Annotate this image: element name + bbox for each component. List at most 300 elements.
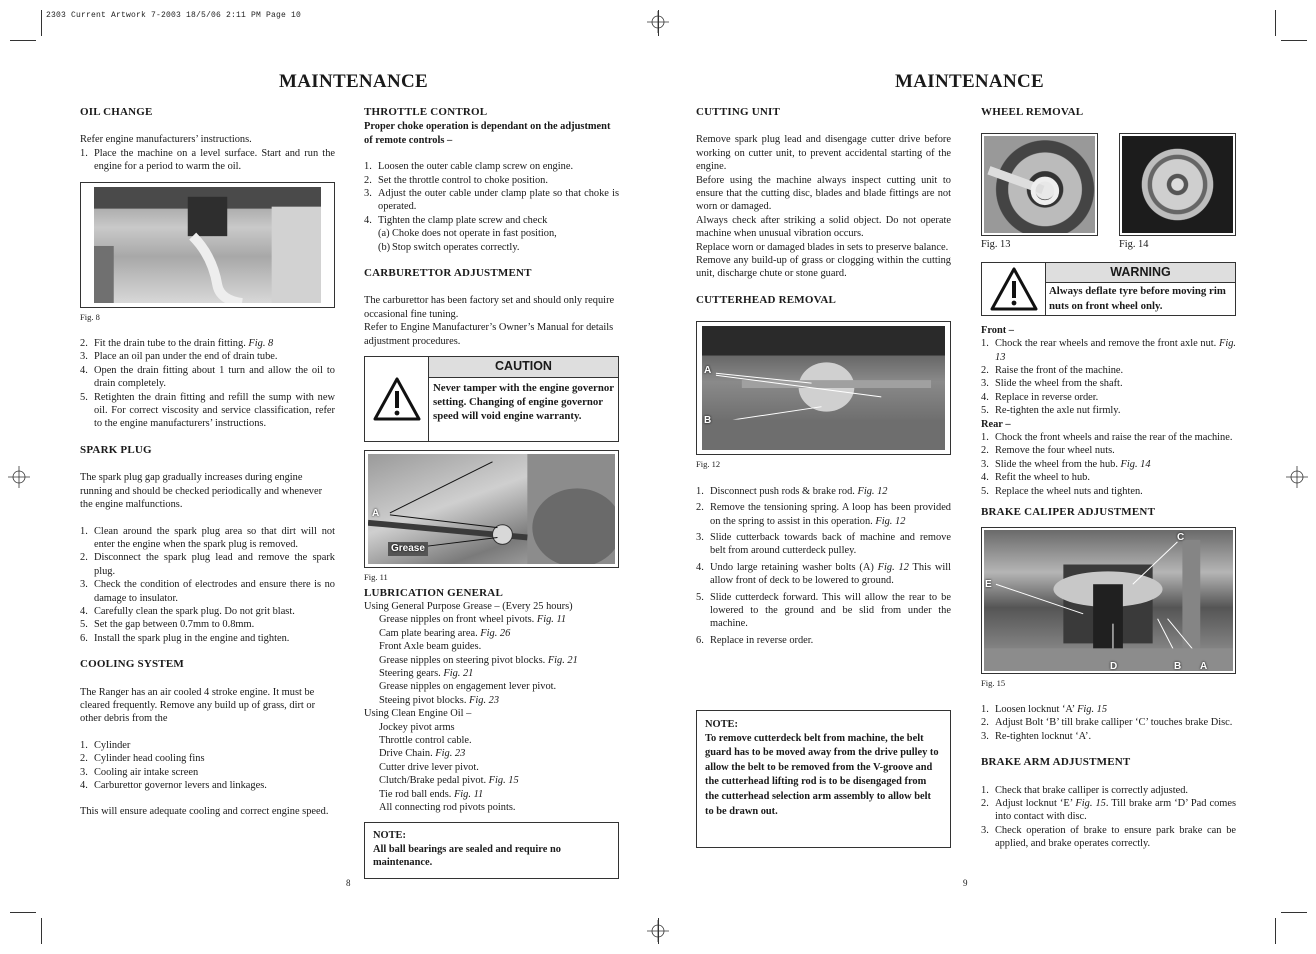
step-text-main: Stop switch operates correctly.	[392, 241, 520, 253]
brake-caliper-step	[981, 703, 1236, 716]
lubrication-oil-items	[364, 721, 619, 815]
step-text	[94, 632, 335, 645]
step-number: 5.	[80, 619, 88, 631]
figure-reference: Fig. 12	[857, 485, 888, 497]
cutting-unit-paragraph: Remove spark plug lead and disengage cutter drive before working on cutter unit, to prevent accidental starting of the engine.	[696, 134, 951, 173]
fig-15-label-b: B	[1174, 660, 1182, 671]
cutterhead-step	[696, 501, 951, 528]
lubrication-item-text: All connecting rod pivots points.	[379, 802, 516, 813]
cooling-step	[80, 766, 335, 779]
step-text-tail: This will allow front of deck to be lowered to ground.	[710, 561, 951, 587]
step-text-main: Adjust locknut ‘E’	[995, 797, 1076, 809]
step-text-main: Remove the tensioning spring. A loop has been provided on the spring to assist in this operation.	[710, 502, 951, 527]
fig-11-label-a: A	[372, 508, 380, 520]
step-text	[378, 214, 619, 227]
step-text-main: Remove the four wheel nuts.	[995, 445, 1115, 457]
registration-mark-bottom-icon	[647, 920, 669, 942]
step-text	[995, 471, 1236, 484]
rear-label: Rear –	[981, 418, 1011, 430]
lubrication-grease-items	[364, 613, 619, 707]
step-number: 3.	[981, 730, 989, 742]
cooling-step	[80, 752, 335, 765]
lubrication-item	[379, 694, 619, 707]
step-number: (b)	[378, 241, 391, 253]
lubrication-item-text: Front Axle beam guides.	[379, 641, 482, 653]
step-text	[710, 591, 951, 631]
left-note-box	[364, 822, 619, 879]
left-column-2	[364, 106, 619, 879]
fig-12-photo	[696, 321, 951, 455]
step-text	[710, 501, 951, 528]
step-number: 5.	[981, 405, 989, 417]
figure-reference: Fig. 21	[547, 654, 578, 666]
lubrication-item-text: Jockey pivot arms	[379, 721, 455, 733]
lubrication-item-text: Throttle control cable.	[379, 734, 472, 746]
cooling-system-intro: The Ranger has an air cooled 4 stroke engine. It must be cleared frequently. Remove any build up of grass, dirt or other debris from the	[80, 686, 316, 725]
step-text	[94, 618, 335, 631]
front-wheel-step	[981, 377, 1236, 390]
step-number: 2.	[80, 338, 88, 350]
throttle-substeps	[364, 227, 619, 254]
step-number: 2.	[364, 174, 372, 186]
figure-reference: Fig. 23	[435, 748, 466, 760]
step-text-main: Adjust Bolt ‘B’ till brake calliper ‘C’ touches brake Disc.	[995, 717, 1233, 729]
step-text-main: Adjust the outer cable under clamp plate so that choke is operated.	[378, 188, 619, 213]
step-text-main: Open the drain fitting about 1 turn and allow the oil to drain completely.	[94, 364, 335, 390]
lubrication-item	[379, 761, 619, 774]
step-number: 2.	[981, 445, 989, 457]
throttle-steps	[364, 160, 619, 227]
caution-text: Never tamper with the engine governor setting. Changing of engine governor speed will void engine warranty.	[433, 381, 614, 423]
registration-mark-right-icon	[1286, 466, 1308, 488]
warning-header: WARNING	[1046, 263, 1235, 283]
left-note-text: All ball bearings are sealed and require no maintenance.	[373, 843, 561, 869]
fig-15-photo	[981, 527, 1236, 674]
step-number: 1.	[80, 147, 88, 159]
cutterhead-step	[696, 634, 951, 647]
step-text	[995, 364, 1236, 377]
step-text-main: Loosen locknut ‘A’	[995, 703, 1078, 715]
figure-reference: Fig. 26	[480, 627, 511, 639]
cutting-unit-paragraph: Replace worn or damaged blades in sets to preserve balance.	[696, 241, 949, 253]
step-text	[94, 551, 335, 578]
step-text	[995, 337, 1236, 364]
cutting-unit-paragraph: Before using the machine always inspect cutting unit to ensure that the cutting disc, blades and blade fittings are not worn or damaged.	[696, 174, 951, 213]
lubrication-item-text: Steeing pivot blocks.	[379, 694, 470, 706]
step-text	[995, 824, 1236, 851]
wheel-removal-heading: WHEEL REMOVAL	[981, 106, 1084, 118]
step-text	[94, 779, 335, 792]
spark-plug-heading: SPARK PLUG	[80, 443, 152, 456]
rear-wheel-steps	[981, 431, 1236, 498]
step-text-main: Replace the wheel nuts and tighten.	[995, 485, 1143, 497]
caution-box	[364, 356, 619, 442]
step-text-main: Check that brake calliper is correctly adjusted.	[995, 784, 1189, 796]
brake-caliper-step	[981, 716, 1236, 729]
step-text-main: Disconnect push rods & brake rod.	[710, 485, 858, 497]
rear-wheel-step	[981, 471, 1236, 484]
step-text-main: Check the condition of electrodes and ensure there is no damage to insulator.	[94, 579, 335, 604]
figure-reference: Fig. 15	[1077, 703, 1108, 715]
throttle-step	[364, 187, 619, 214]
step-text-main: Cooling air intake screen	[94, 766, 199, 778]
right-note-box	[696, 710, 951, 848]
figure-reference: Fig. 15	[1075, 797, 1106, 809]
front-wheel-step	[981, 364, 1236, 377]
brake-arm-step	[981, 824, 1236, 851]
throttle-substep	[378, 241, 619, 254]
step-text	[995, 404, 1236, 417]
fig-14-photo	[1119, 133, 1236, 236]
front-wheel-step	[981, 391, 1236, 404]
step-text-main: Place the machine on a level surface. Start and run the engine for a period to warm the oil.	[94, 147, 335, 173]
lubrication-item-text: Steering gears.	[379, 667, 444, 679]
throttle-step	[364, 160, 619, 173]
step-number: 2.	[981, 365, 989, 377]
step-number: 3.	[80, 351, 88, 363]
left-note-label: NOTE:	[373, 830, 406, 842]
lubrication-item-text: Grease nipples on engagement lever pivot.	[379, 681, 557, 693]
fig-15-caption: Fig. 15	[981, 677, 1006, 688]
step-number: 4.	[981, 391, 989, 403]
fig-15-label-c: C	[1177, 531, 1185, 543]
lubrication-item	[379, 613, 619, 626]
fig-15-label-e: E	[985, 578, 992, 590]
step-text	[94, 364, 335, 391]
step-text	[710, 561, 951, 588]
throttle-heading: THROTTLE CONTROL	[364, 106, 488, 118]
lubrication-item	[379, 747, 619, 760]
cutterhead-step	[696, 591, 951, 631]
step-text-main: Raise the front of the machine.	[995, 365, 1124, 377]
lubrication-grease-intro: Using General Purpose Grease – (Every 25 hours)	[364, 600, 573, 612]
step-text-main: Fit the drain tube to the drain fitting.	[94, 338, 249, 350]
fig-12-label-b: B	[704, 415, 712, 427]
fig-15-label-d: D	[1110, 660, 1118, 671]
step-text	[392, 241, 619, 254]
oil-change-step	[80, 364, 335, 391]
spark-plug-step	[80, 632, 335, 645]
right-column-2	[981, 106, 1236, 851]
step-text	[378, 174, 619, 187]
oil-change-step	[80, 147, 335, 174]
rear-wheel-step	[981, 458, 1236, 471]
step-text	[94, 766, 335, 779]
step-text	[710, 531, 951, 558]
carburettor-p2: Refer to Engine Manufacturer’s Owner’s Manual for details adjustment procedures.	[364, 322, 614, 347]
cutterhead-steps	[696, 485, 951, 647]
step-number: 5.	[80, 391, 88, 403]
spark-plug-step	[80, 525, 335, 552]
step-number: 5.	[981, 485, 989, 497]
step-text	[392, 227, 619, 240]
print-slug: 2303 Current Artwork 7-2003 18/5/06 2:11 PM Page 10	[46, 11, 302, 20]
lubrication-heading: LUBRICATION GENERAL	[364, 586, 503, 599]
fig-11-caption: Fig. 11	[364, 572, 388, 583]
right-page-title: MAINTENANCE	[895, 71, 1044, 92]
right-note-text: To remove cutterdeck belt from machine, the belt guard has to be moved away from the drive pulley to allow the belt to be removed from the V-groove and the cutterhead lifting rod is to be disengaged from the cutterhead selection arm assembly to allow belt to be drawn out.	[705, 732, 939, 817]
lubrication-item	[379, 627, 619, 640]
step-text-main: Re-tighten the axle nut firmly.	[995, 405, 1121, 417]
lubrication-item	[379, 788, 619, 801]
lubrication-item-text: Drive Chain.	[379, 748, 436, 760]
caution-triangle-icon	[365, 357, 429, 441]
step-number: 4.	[80, 780, 88, 791]
step-number: 2.	[80, 552, 88, 564]
spark-plug-step	[80, 618, 335, 631]
lubrication-item	[379, 654, 619, 667]
fig-8-caption: Fig. 8	[80, 311, 100, 322]
step-text	[995, 444, 1236, 457]
step-number: 1.	[981, 703, 989, 715]
right-column-1	[696, 106, 951, 848]
right-note-label: NOTE:	[705, 719, 738, 731]
step-text-main: Re-tighten locknut ‘A’.	[995, 730, 1092, 742]
step-text	[94, 525, 335, 552]
step-text	[995, 458, 1236, 471]
lubrication-item	[379, 667, 619, 680]
fig-12-caption: Fig. 12	[696, 459, 721, 470]
cutterhead-heading: CUTTERHEAD REMOVAL	[696, 293, 836, 306]
lubrication-item	[379, 680, 619, 693]
step-text-main: Loosen the outer cable clamp screw on engine.	[378, 161, 574, 173]
lubrication-item	[379, 734, 619, 747]
oil-change-steps-a	[80, 147, 335, 174]
step-text-main: Cylinder	[94, 739, 131, 751]
brake-arm-step	[981, 797, 1236, 824]
throttle-subheading: Proper choke operation is dependant on the adjustment of remote controls –	[364, 121, 611, 146]
warning-triangle-icon	[982, 263, 1046, 315]
left-page-title: MAINTENANCE	[279, 71, 428, 92]
step-number: 4.	[981, 472, 989, 484]
step-text-main: Slide the wheel from the shaft.	[995, 378, 1123, 390]
fig-13-photo	[981, 133, 1098, 236]
figure-reference: Fig. 13	[995, 338, 1236, 363]
spark-plug-step	[80, 551, 335, 578]
registration-mark-left-icon	[8, 466, 30, 488]
step-number: 6.	[80, 632, 88, 644]
step-number: 3.	[80, 579, 88, 591]
step-text	[995, 784, 1236, 797]
lubrication-item-text: Clutch/Brake pedal pivot.	[379, 775, 489, 787]
caution-header: CAUTION	[429, 357, 618, 377]
step-number: 4.	[80, 605, 88, 617]
front-wheel-step	[981, 404, 1236, 417]
warning-text: Always deflate tyre before moving rim nuts on front wheel only.	[1049, 285, 1226, 312]
brake-caliper-step	[981, 730, 1236, 743]
fig-13-caption: Fig. 13	[981, 239, 1011, 251]
step-number: 3.	[364, 188, 372, 200]
step-text-main: Slide the wheel from the hub.	[995, 458, 1121, 470]
step-number: 1.	[981, 432, 989, 444]
fig-11-label-grease: Grease	[388, 542, 428, 555]
step-number: 2.	[981, 717, 989, 729]
brake-arm-steps	[981, 784, 1236, 851]
step-text	[94, 391, 335, 431]
cooling-system-outro: This will ensure adequate cooling and correct engine speed.	[80, 806, 329, 818]
figure-reference: Fig. 11	[536, 614, 567, 626]
step-text-main: Replace in reverse order.	[995, 391, 1099, 403]
step-text-main: Set the throttle control to choke position.	[378, 174, 548, 186]
figure-reference: Fig. 15	[488, 775, 519, 787]
step-number: 6.	[696, 634, 704, 646]
carburettor-p1: The carburettor has been factory set and should only require occasional fine tuning.	[364, 295, 615, 320]
step-number: 3.	[981, 458, 989, 470]
step-text-main: Carefully clean the spark plug. Do not grit blast.	[94, 605, 295, 617]
step-number: 1.	[80, 525, 88, 537]
cooling-system-steps	[80, 739, 335, 793]
throttle-step	[364, 214, 619, 227]
step-text-main: Place an oil pan under the end of drain tube.	[94, 351, 278, 363]
cutterhead-step	[696, 561, 951, 588]
lubrication-oil-intro: Using Clean Engine Oil –	[364, 708, 472, 720]
step-text	[94, 578, 335, 605]
figure-reference: Fig. 14	[1120, 458, 1151, 470]
step-text	[995, 703, 1236, 716]
step-text	[995, 391, 1236, 404]
fig-8-photo	[80, 182, 335, 308]
step-text	[995, 431, 1236, 444]
step-text-main: Chock the front wheels and raise the rear of the machine.	[995, 432, 1233, 444]
lubrication-item-text: Tie rod ball ends.	[379, 788, 454, 800]
step-text-main: Slide cutterdeck forward. This will allow the rear to be lowered to the ground and be slid from under the machine.	[710, 591, 951, 630]
warning-box	[981, 262, 1236, 316]
step-text	[378, 160, 619, 173]
brake-arm-heading: BRAKE ARM ADJUSTMENT	[981, 756, 1131, 769]
spark-plug-step	[80, 605, 335, 618]
oil-change-heading: OIL CHANGE	[80, 106, 153, 118]
step-text	[94, 337, 335, 350]
carburettor-heading: CARBURETTOR ADJUSTMENT	[364, 267, 532, 280]
step-text	[995, 377, 1236, 390]
cutting-unit-paragraph: Always check after striking a solid object. Do not operate machine when unusual vibration occurs.	[696, 214, 951, 240]
cooling-system-heading: COOLING SYSTEM	[80, 658, 184, 671]
oil-change-steps-b	[80, 337, 335, 431]
step-number: 3.	[80, 766, 88, 778]
cutting-unit-heading: CUTTING UNIT	[696, 106, 780, 118]
cutting-unit-paragraphs	[696, 133, 951, 280]
oil-change-intro: Refer engine manufacturers’ instructions.	[80, 134, 252, 146]
step-text-main: Replace in reverse order.	[710, 634, 814, 646]
figure-reference: Fig. 8	[248, 338, 274, 350]
step-text	[995, 716, 1236, 729]
front-label: Front –	[981, 324, 1014, 336]
step-number: 2.	[696, 502, 704, 514]
figure-reference: Fig. 11	[453, 788, 484, 800]
step-text	[94, 350, 335, 363]
step-text-main: Disconnect the spark plug lead and remove the spark plug.	[94, 552, 335, 577]
step-text-main: Set the gap between 0.7mm to 0.8mm.	[94, 619, 255, 631]
step-number: 4.	[364, 214, 372, 226]
oil-change-step	[80, 337, 335, 350]
spark-plug-steps	[80, 525, 335, 646]
step-text	[94, 147, 335, 174]
step-text-main: Install the spark plug in the engine and tighten.	[94, 632, 290, 644]
brake-caliper-steps	[981, 703, 1236, 743]
cutterhead-step	[696, 485, 951, 498]
step-number: 5.	[696, 591, 704, 603]
step-number: (a)	[378, 228, 390, 240]
lubrication-item	[379, 640, 619, 653]
lubrication-item-text: Cam plate bearing area.	[379, 627, 481, 639]
figure-reference: Fig. 12	[877, 561, 909, 573]
cutting-unit-paragraph: Remove any build-up of grass or clogging within the cutting unit, discharge chute or stone guard.	[696, 255, 951, 280]
step-text	[378, 187, 619, 214]
brake-arm-step	[981, 784, 1236, 797]
step-text-main: Choke does not operate in fast position,	[392, 228, 557, 240]
step-text-main: Clean around the spark plug area so that dirt will not enter the engine when the spark plug is removed.	[94, 525, 335, 550]
fig-12-label-a: A	[704, 365, 712, 377]
step-text	[995, 730, 1236, 743]
step-text-main: Chock the rear wheels and remove the front axle nut.	[995, 338, 1219, 350]
rear-wheel-step	[981, 444, 1236, 457]
oil-change-step	[80, 350, 335, 363]
step-text	[995, 797, 1236, 824]
step-text	[94, 605, 335, 618]
step-number: 1.	[696, 485, 704, 497]
figure-reference: Fig. 23	[469, 694, 500, 706]
front-wheel-step	[981, 337, 1236, 364]
spark-plug-step	[80, 578, 335, 605]
step-number: 3.	[696, 531, 704, 543]
figure-reference: Fig. 12	[875, 515, 906, 527]
step-number: 4.	[80, 364, 88, 376]
throttle-substep	[378, 227, 619, 240]
oil-change-step	[80, 391, 335, 431]
lubrication-item	[379, 774, 619, 787]
lubrication-item-text: Cutter drive lever pivot.	[379, 761, 479, 773]
fig-15-label-a: A	[1200, 660, 1208, 671]
right-page-number: 9	[963, 878, 968, 888]
step-text	[94, 739, 335, 752]
step-text	[94, 752, 335, 765]
spark-plug-intro: The spark plug gap gradually increases during engine running and should be checked periodically and whenever the engine malfunctions.	[80, 472, 323, 511]
fig-14-caption: Fig. 14	[1119, 239, 1149, 251]
step-text-main: Retighten the drain fitting and refill the sump with new oil. For correct viscosity and service classification, refer to the engine manufacturers’ instructions.	[94, 391, 335, 430]
step-text-main: Refit the wheel to hub.	[995, 472, 1090, 484]
step-number: 4.	[696, 561, 704, 573]
cutterhead-step	[696, 531, 951, 558]
left-page-number: 8	[346, 878, 351, 888]
step-number: 3.	[981, 824, 989, 836]
figure-reference: Fig. 21	[443, 667, 474, 679]
lubrication-item-text: Grease nipples on front wheel pivots.	[379, 614, 537, 626]
front-wheel-steps	[981, 337, 1236, 417]
lubrication-item	[379, 721, 619, 734]
step-text-tail: . Till brake arm ‘D’ Pad comes into contact with disc.	[995, 797, 1237, 823]
cooling-step	[80, 739, 335, 752]
step-text-main: Tighten the clamp plate screw and check	[378, 214, 548, 226]
lubrication-item	[379, 801, 619, 814]
step-text	[710, 634, 951, 647]
lubrication-item-text: Grease nipples on steering pivot blocks.	[379, 654, 548, 666]
step-text-main: Check operation of brake to ensure park brake can be applied, and brake operates correctly.	[995, 824, 1236, 850]
left-column-1	[80, 106, 335, 819]
step-number: 1.	[364, 161, 372, 173]
registration-mark-top-icon	[647, 11, 669, 33]
rear-wheel-step	[981, 431, 1236, 444]
brake-caliper-heading: BRAKE CALIPER ADJUSTMENT	[981, 506, 1156, 519]
step-text-main: Cylinder head cooling fins	[94, 753, 205, 765]
fig-11-photo	[364, 450, 619, 568]
throttle-step	[364, 174, 619, 187]
step-text	[710, 485, 951, 498]
step-number: 2.	[981, 797, 989, 809]
step-number: 3.	[981, 378, 989, 390]
cooling-step	[80, 779, 335, 792]
step-number: 1.	[80, 739, 88, 751]
rear-wheel-step	[981, 485, 1236, 498]
